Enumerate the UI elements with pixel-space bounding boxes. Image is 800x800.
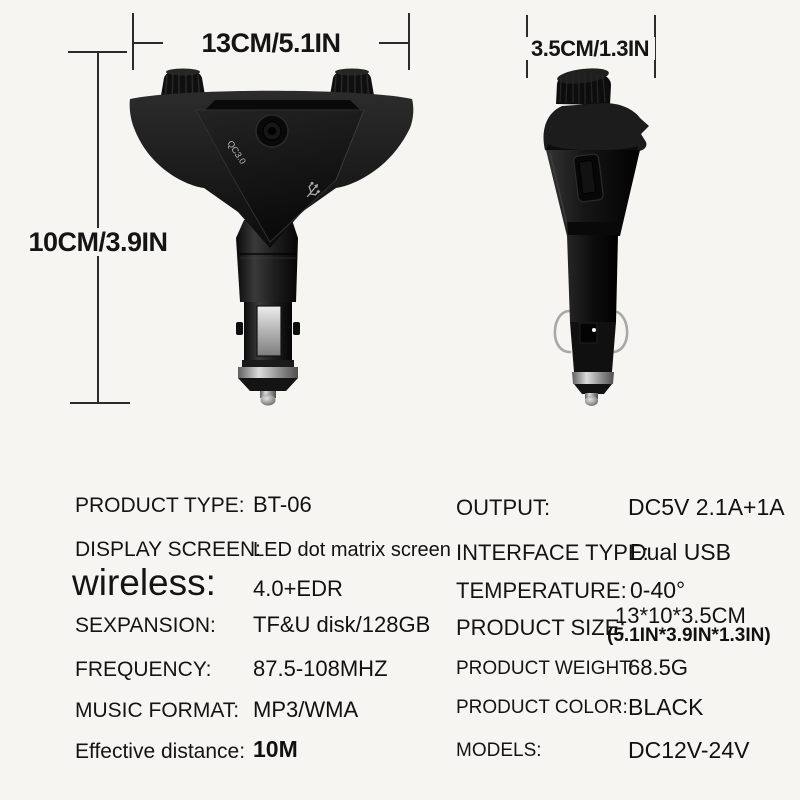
spec-value-interface-type: Dual USB xyxy=(630,539,731,565)
plug-tip xyxy=(261,395,276,406)
product-size-in: (5.1IN*3.9IN*1.3IN) xyxy=(607,625,771,646)
spec-label-output: OUTPUT: xyxy=(456,495,551,520)
spec-label-product-size: PRODUCT SIZE: xyxy=(456,615,626,640)
dimension-width-label: 13CM/5.1IN xyxy=(163,29,379,57)
spec-label-product-weight: PRODUCT WEIGHT: xyxy=(456,658,635,679)
spec-label-expansion: SEXPANSION: xyxy=(75,614,216,637)
spec-value-product-color: BLACK xyxy=(628,694,704,720)
plug-metal-ring xyxy=(238,367,298,378)
side-plug-tip xyxy=(585,396,598,406)
plug-contact-slot xyxy=(257,306,281,356)
front-plug-body xyxy=(236,220,300,406)
spec-value-models: DC12V-24V xyxy=(628,737,750,763)
spec-value-output: DC5V 2.1A+1A xyxy=(628,494,785,520)
spec-value-effective-distance: 10M xyxy=(253,736,298,762)
highlight-glint xyxy=(592,328,596,332)
spec-value-expansion: TF&U disk/128GB xyxy=(253,612,431,637)
dimension-side-width-label: 3.5CM/1.3IN xyxy=(525,37,655,60)
spec-value-product-weight: 68.5G xyxy=(628,655,688,680)
spec-label-display-screen: DISPLAY SCREEN: xyxy=(75,538,261,561)
spec-value-wireless: 4.0+EDR xyxy=(253,576,343,601)
spec-value-product-type: BT-06 xyxy=(253,492,312,517)
side-knob xyxy=(556,66,611,105)
product-size-cm: 13*10*3.5CM xyxy=(615,603,746,628)
spec-value-frequency: 87.5-108MHZ xyxy=(253,656,388,681)
spec-label-effective-distance: Effective distance: xyxy=(75,740,246,763)
qc3-label: QC3.0 xyxy=(225,138,248,166)
spec-value-temperature: 0-40° xyxy=(630,577,686,603)
spec-label-interface-type: INTERFACE TYPE: xyxy=(456,540,649,565)
side-metal-ring xyxy=(572,372,614,384)
spec-value-music-format: MP3/WMA xyxy=(253,697,359,722)
usb-port xyxy=(573,154,603,203)
spec-value-product-size xyxy=(607,603,771,646)
spec-label-wireless: wireless: xyxy=(72,562,216,603)
spec-label-temperature: TEMPERATURE: xyxy=(456,578,627,603)
spec-label-models: MODELS: xyxy=(456,740,542,761)
spec-label-product-color: PRODUCT COLOR: xyxy=(456,697,628,718)
device-side-view xyxy=(544,66,649,406)
dimension-height-label: 10CM/3.9IN xyxy=(22,228,174,256)
spec-value-display-screen: LED dot matrix screen xyxy=(253,539,451,561)
spec-label-frequency: FREQUENCY: xyxy=(75,658,212,681)
side-plug-body xyxy=(567,235,618,322)
spec-label-music-format: MUSIC FORMAT: xyxy=(75,699,240,722)
spec-label-product-type: PRODUCT TYPE: xyxy=(75,494,245,517)
fuse-notch xyxy=(580,323,597,343)
center-button xyxy=(256,115,288,147)
